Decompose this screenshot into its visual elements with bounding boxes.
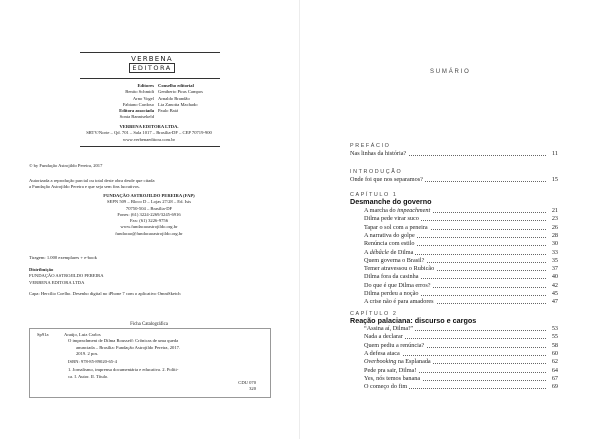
- conselho-label: Conselho editorial: [158, 83, 194, 88]
- toc-entry-title: Nada a declarar: [364, 333, 403, 341]
- toc-entry-title: Pede pra sair, Dilma!: [364, 366, 417, 374]
- editores-label: Editores: [137, 83, 154, 88]
- toc-entry[interactable]: [364, 325, 558, 333]
- fap-name: FUNDAÇÃO ASTROJILDO PEREIRA (FAP): [103, 193, 195, 198]
- toc-entry-title: Overbooking na Esplanada: [364, 358, 431, 366]
- toc-entry[interactable]: [364, 333, 558, 341]
- ficha-line: anunciada – Brasília: Fundação Astrojildo Pereira, 2017.: [76, 344, 181, 350]
- toc-entry-page: 67: [551, 374, 558, 382]
- ficha-line: Araújo, Luiz Carlos: [64, 332, 101, 337]
- toc-entry-title: O começo do fim: [364, 383, 408, 391]
- chapter-label: CAPÍTULO 1: [350, 192, 398, 198]
- toc-entry-title: Yes, nós temos banana: [364, 374, 421, 382]
- section-label: PREFÁCIO: [350, 143, 391, 149]
- logo-line-2: EDITORA: [129, 63, 174, 73]
- toc-entry[interactable]: [350, 176, 558, 184]
- toc-entry[interactable]: [364, 224, 558, 232]
- publisher-logo: [122, 55, 182, 73]
- fap-line: 70750-504 – Brasília-DF: [125, 205, 173, 211]
- editor-name: Benito Schmidt: [125, 89, 154, 95]
- conselho-name: Paulo Baiá: [158, 108, 179, 114]
- toc-entry-page: 53: [551, 325, 558, 332]
- ficha-catalografica: [29, 328, 271, 398]
- ficha-title: Ficha Catalográfica: [130, 322, 168, 327]
- publisher-name: VERBENA EDITORA LTDA.: [119, 124, 179, 129]
- toc-entry-title: Dilma fora da casinha: [364, 273, 419, 281]
- toc-entry[interactable]: [364, 342, 558, 350]
- publisher-web: www.verbenaeditora.com.br: [122, 136, 176, 142]
- fap-line: www.fundacaoastrojildo.org.br: [120, 224, 178, 230]
- top-rule: [80, 52, 220, 53]
- toc-entry[interactable]: [364, 367, 558, 375]
- editor-name: Arno Vogel: [132, 95, 154, 101]
- fap-line: Fones: (61) 3224-2269/3245-6916: [117, 211, 181, 217]
- editora-associada-label: Editora associada: [119, 108, 154, 114]
- toc-entry-page: 37: [551, 265, 558, 273]
- toc-entry-title: Renúncia com estilo: [364, 240, 415, 248]
- toc-entry[interactable]: [364, 273, 558, 281]
- toc-entry-page: 55: [551, 333, 558, 341]
- toc-entry-page: 35: [551, 256, 558, 264]
- toc-entry-title: Dilma perdeu a noção: [364, 290, 419, 297]
- toc-entry-title: A crise não é para amadores: [364, 298, 434, 306]
- toc-entry[interactable]: [364, 265, 558, 273]
- toc-entry-page: 11: [552, 150, 558, 157]
- rights-line: a Fundação Astrojildo Pereira e que seja sem fins lucrativos.: [29, 184, 140, 190]
- tiragem: Tiragem: 1.000 exemplares + e-book: [29, 255, 97, 260]
- toc-entry-title: Dilma pede virar suco: [364, 215, 419, 223]
- toc-entry[interactable]: [364, 375, 558, 383]
- contents-title: SUMÁRIO: [430, 69, 471, 75]
- fap-line: fundacao@fundacaoastrojildo.org.br: [115, 230, 183, 236]
- toc-entry-title: A narrativa do golpe: [364, 231, 415, 239]
- toc-entry-page: 42: [551, 281, 558, 289]
- toc-entry-page: 26: [551, 223, 558, 231]
- ficha-body: [64, 332, 262, 393]
- toc-entry-title: Do que é que Dilma erros?: [364, 281, 431, 289]
- toc-entry-title: Nas linhas da história?: [350, 150, 407, 157]
- distribuidor: FUNDAÇÃO ASTROJILDO PEREIRA: [29, 273, 104, 279]
- ficha-line: O impeachment de Dilma Rousseff: Crônicas de uma queda: [68, 338, 179, 344]
- toc-entry-page: 64: [551, 366, 558, 374]
- chapter-title: Desmanche do governo: [350, 197, 432, 206]
- toc-entry[interactable]: [364, 257, 558, 265]
- toc-entry[interactable]: [364, 350, 558, 358]
- ficha-line: 1. Jornalismo, imprensa documentária e educativa. 2. Políti-: [68, 367, 179, 373]
- toc-entry[interactable]: [364, 215, 558, 223]
- capa-credit: Capa: Hercílio Coelho. Desenho digital no iPhone 7 com o aplicativo OmniSketch: [29, 291, 181, 296]
- distribuicao: [29, 267, 269, 286]
- rights-notice: [29, 178, 269, 191]
- copyright-line: © by Fundação Astrojildo Pereira, 2017: [29, 163, 103, 168]
- toc-entry[interactable]: [364, 282, 558, 290]
- toc-entry[interactable]: [364, 240, 558, 248]
- toc-entry[interactable]: [364, 290, 558, 298]
- ficha-code: Sp91a: [37, 332, 49, 337]
- toc-entry[interactable]: [364, 249, 558, 257]
- contents-page: [300, 0, 600, 439]
- toc-entry-title: A marcha do impeachment: [364, 207, 431, 214]
- toc-entry[interactable]: [364, 207, 558, 215]
- publisher-rule: [80, 146, 220, 147]
- toc-entry-page: 33: [551, 248, 558, 256]
- toc-entry-title: Onde foi que nos separamos?: [350, 176, 423, 183]
- toc-entry-title: A defesa ataca: [364, 349, 400, 357]
- toc-entry-page: 28: [551, 231, 558, 239]
- toc-entry[interactable]: [364, 383, 558, 391]
- toc-entry[interactable]: [364, 232, 558, 240]
- toc-entry-page: 69: [551, 383, 558, 391]
- toc-entry-title: Tapar o sol com a peneira: [364, 223, 428, 231]
- ficha-line: 2019. 2 pos.: [76, 350, 99, 356]
- ficha-cdu: CDU 070: [238, 380, 256, 386]
- distribuicao-label: Distribuição: [29, 267, 54, 272]
- toc-entry-page: 15: [551, 176, 558, 183]
- toc-entry-page: 30: [551, 240, 558, 248]
- toc-entry[interactable]: [364, 298, 558, 306]
- toc-entry[interactable]: [350, 150, 558, 158]
- editor-name: Fabiano Cardoso: [122, 101, 154, 107]
- toc-entry-page: 23: [551, 215, 558, 223]
- distribuidor: VERBENA EDITORA LTDA: [29, 279, 85, 285]
- toc-entry-title: “Assina aí, Dilma!”: [364, 325, 413, 332]
- fap-line: Fax: (61) 3226-9756: [129, 218, 169, 224]
- toc-entry-page: 40: [551, 273, 558, 281]
- publisher-info: [40, 124, 258, 143]
- rights-line: Autorizada a reprodução parcial ou total deste obra desde que citada: [29, 178, 155, 183]
- conselho-name: Lia Zanotta Machado: [158, 101, 198, 107]
- publisher-address: SRTV/Norte – Qd. 701 – Sala 1017 – Brasília-DF – CEP 70719-900: [86, 130, 212, 136]
- toc-entry-page: 47: [551, 298, 558, 306]
- toc-entry-title: Quem governa o Brasil?: [364, 256, 425, 264]
- toc-entry-page: 58: [551, 341, 558, 349]
- toc-entry-page: 45: [551, 290, 558, 297]
- fap-line: SEPN 509 – Bloco D – Lojas 27/28 – Ed. Isis: [106, 199, 192, 205]
- section-label: INTRODUÇÃO: [350, 169, 403, 175]
- editora-associada-name: Sonia Bannisekeld: [119, 114, 154, 120]
- conselho-name: Arnaldo Brandão: [158, 95, 190, 101]
- ficha-line: ca. I. Autor. II. Título.: [68, 373, 109, 379]
- logo-line-1: VERBENA: [131, 55, 173, 63]
- toc-entry-page: 60: [551, 349, 558, 357]
- toc-entry-title: Temer atravessou o Rubicão: [364, 265, 435, 273]
- toc-entry[interactable]: [364, 358, 558, 366]
- chapter-label: CAPÍTULO 2: [350, 311, 398, 317]
- ficha-isbn: ISBN: 978-85-89020-65-4: [68, 359, 117, 365]
- chapter-title: Reação palaciana: discurso e cargos: [350, 316, 477, 325]
- toc-entry-title: Quem pediu a renúncia?: [364, 341, 425, 349]
- fap-info: [29, 193, 269, 237]
- ficha-cdu: 320: [249, 386, 256, 392]
- logo-rule: [80, 78, 220, 79]
- conselho-name: Gentberto Piras Campos: [158, 89, 203, 95]
- toc-entry-title: A débâcle de Dilma: [364, 248, 414, 256]
- toc-entry-page: 21: [551, 207, 558, 214]
- toc-entry-page: 62: [551, 358, 558, 366]
